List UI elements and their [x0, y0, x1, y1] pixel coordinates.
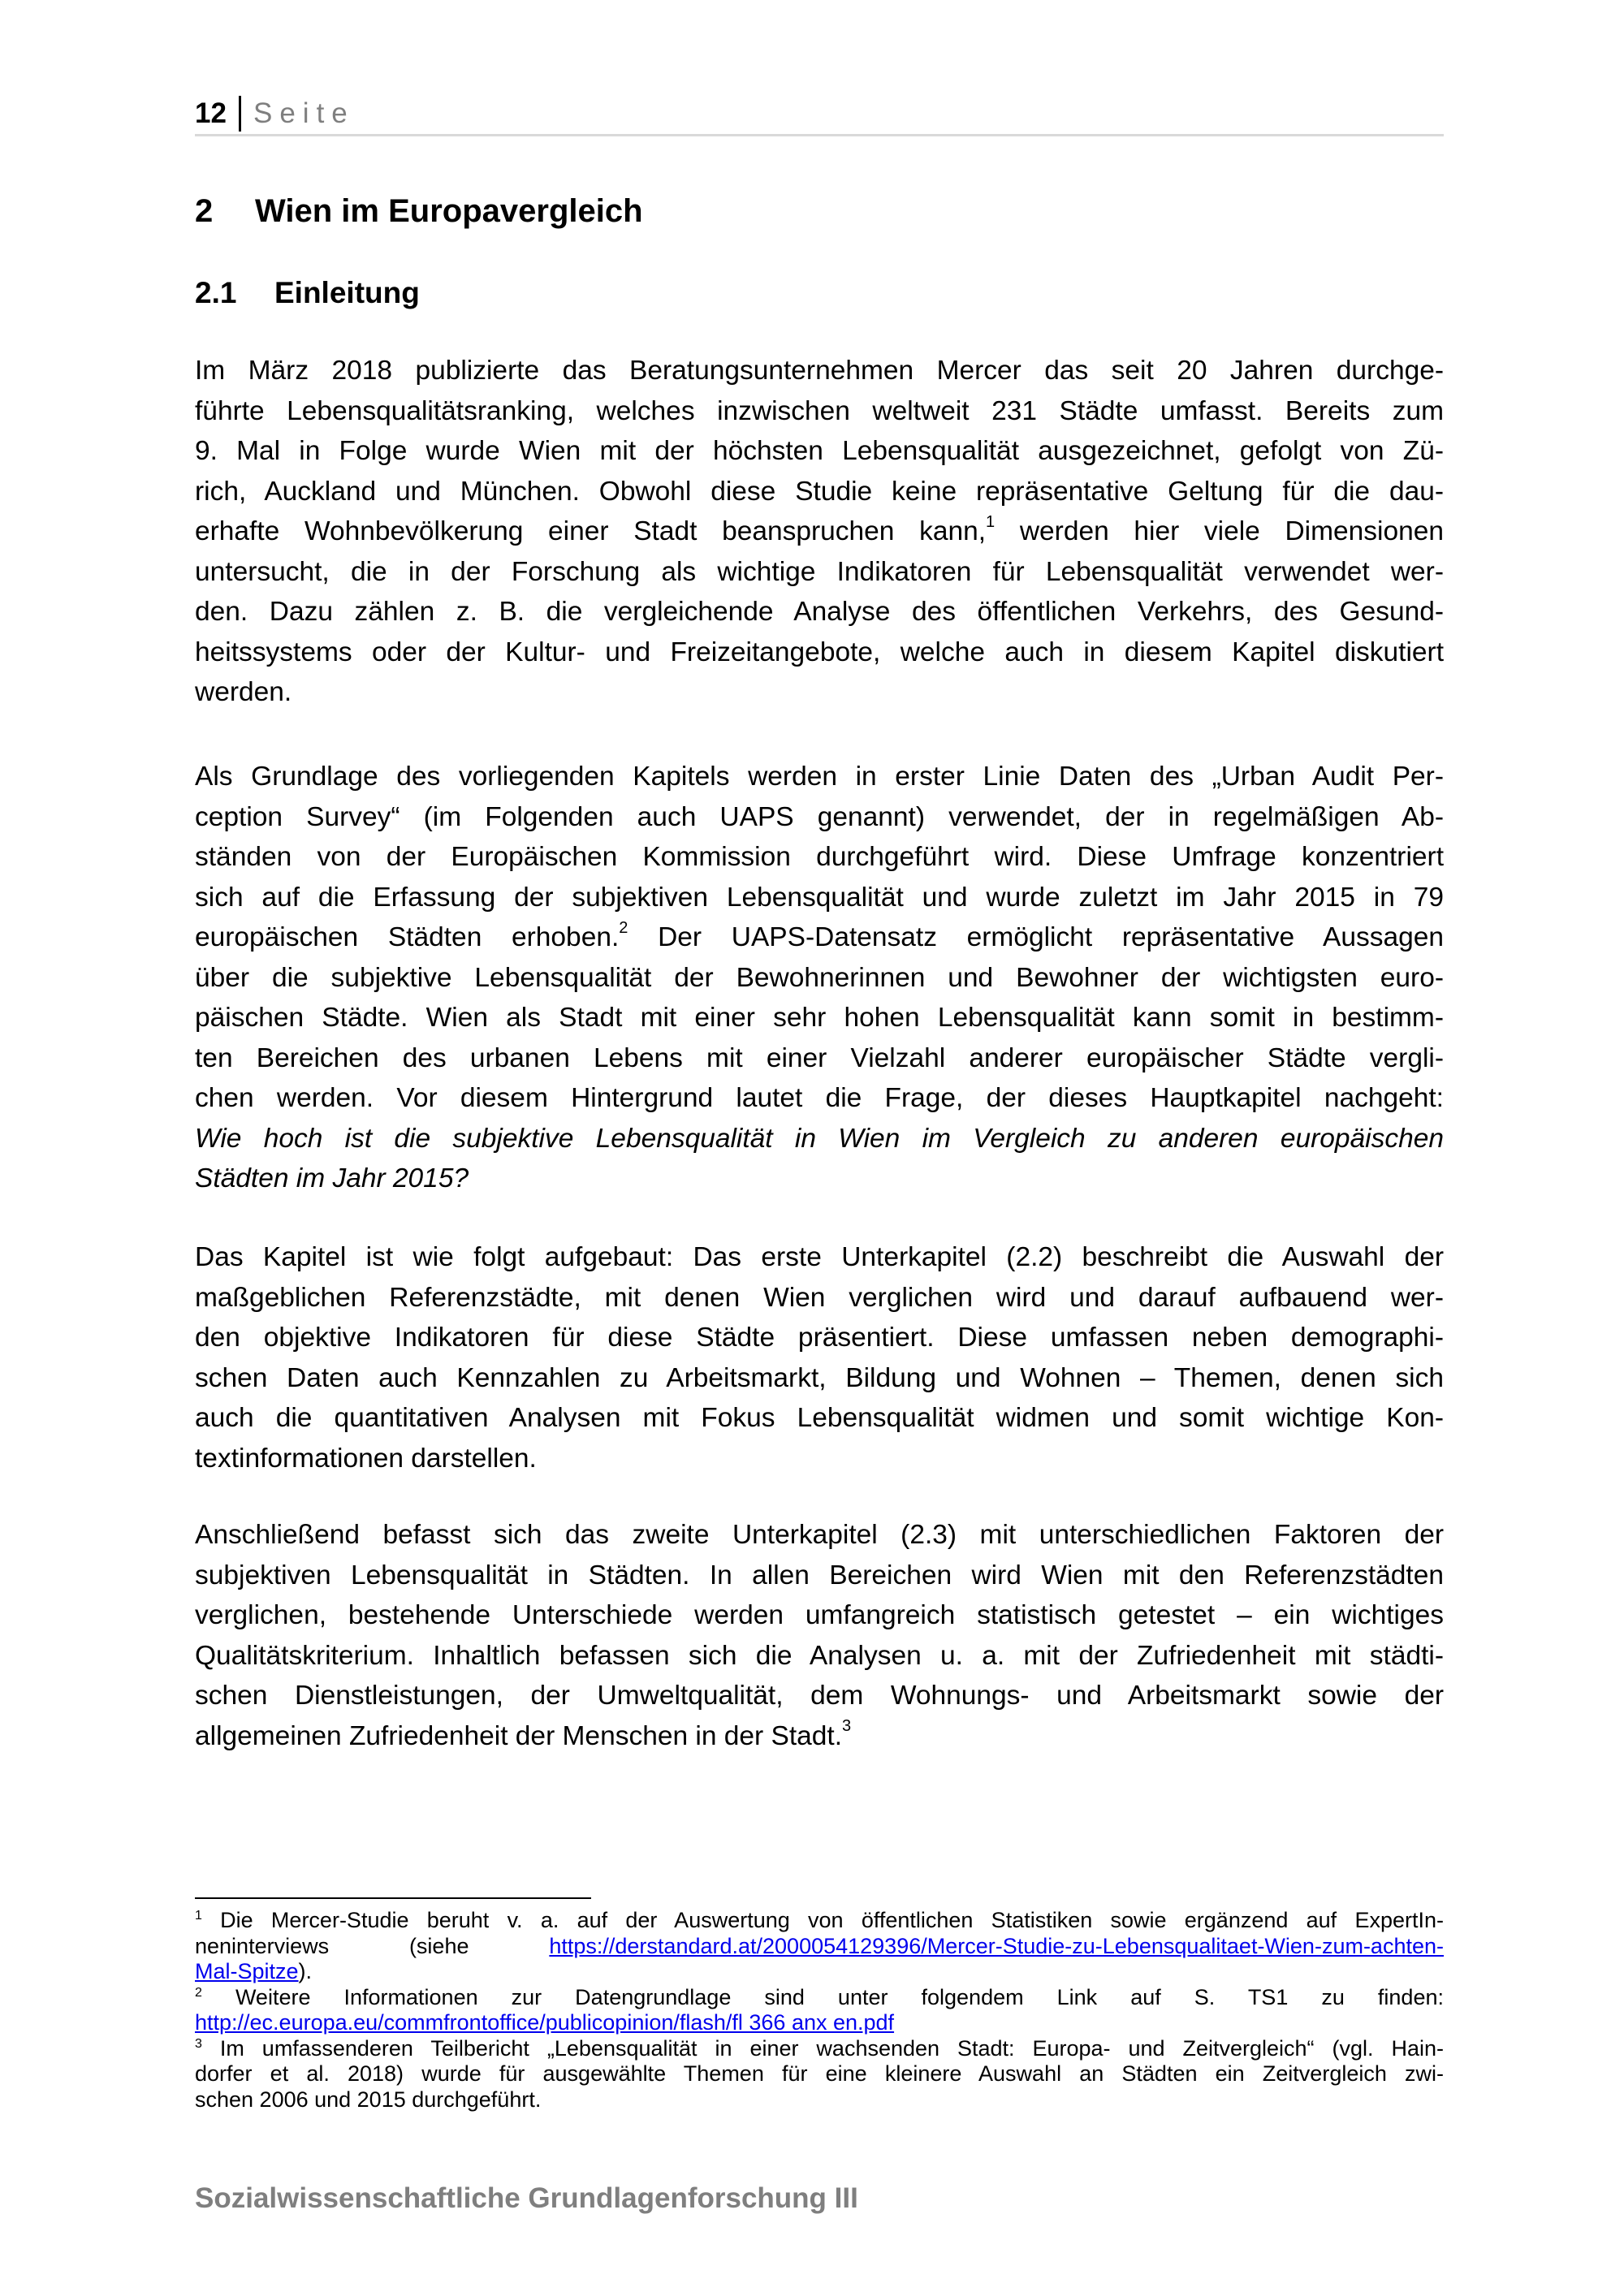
- page-number: 12: [195, 97, 227, 129]
- paragraph-2: [195, 757, 1444, 1199]
- footnote-ref-3[interactable]: 3: [842, 1717, 852, 1736]
- text-line: untersucht, die in der Forschung als wichtige Indikatoren für Lebensqualität verwendet wer-: [195, 556, 1444, 587]
- text-line: maßgeblichen Referenzstädte, mit denen Wien verglichen wird und darauf aufbauend wer-: [195, 1282, 1444, 1313]
- header-rule: [195, 134, 1444, 136]
- text-line: ten Bereichen des urbanen Lebens mit einer Vielzahl anderer europäischer Städte vergli-: [195, 1042, 1444, 1073]
- footnote-2-line: [195, 2010, 1444, 2036]
- text-line: schen Daten auch Kennzahlen zu Arbeitsmarkt, Bildung und Wohnen – Themen, denen sich: [195, 1362, 1444, 1393]
- footnote-2: $^2$ Weitere Informationen zur Datengrundlage sind unter folgendem Link auf S. TS1 zu finden:: [195, 1984, 1444, 2009]
- footnote-3-line: schen 2006 und 2015 durchgeführt.: [195, 2087, 542, 2112]
- text-line: werden.: [195, 677, 292, 707]
- text-line: Als Grundlage des vorliegenden Kapitels werden in erster Linie Daten des „Urban Audit Per-: [195, 762, 1444, 792]
- derstandard-link[interactable]: https://derstandard.at/2000054129396/Mercer-Studie-zu-Lebensqualitaet-Wien-zum-achten-: [549, 1933, 1444, 1958]
- research-question-line: Städten im Jahr 2015?: [195, 1163, 469, 1193]
- text-line: ständen von der Europäischen Kommission durchgeführt wird. Diese Umfrage konzentriert: [195, 842, 1444, 872]
- text-line: sich auf die Erfassung der subjektiven Lebensqualität und wurde zuletzt im Jahr 2015 in 79: [195, 882, 1444, 913]
- footnote-3: $^3$ Im umfassenderen Teilbericht „Lebensqualität in einer wachsenden Stadt: Europa- und Zeitvergleich“ (vgl. Hain-: [195, 2035, 1444, 2061]
- text-line: allgemeinen Zufriedenheit der Menschen in der Stadt.$^3$: [195, 1717, 852, 1751]
- text-line: den. Dazu zählen z. B. die vergleichende Analyse des öffentlichen Verkehrs, des Gesund-: [195, 597, 1444, 627]
- footnote-separator: [195, 1897, 591, 1899]
- section-heading: [195, 276, 420, 310]
- text-line: chen werden. Vor diesem Hintergrund lautet die Frage, der dieses Hauptkapitel nachgeht:: [195, 1083, 1444, 1113]
- text-line: den objektive Indikatoren für diese Städte präsentiert. Diese umfassen neben demographi-: [195, 1323, 1444, 1353]
- paragraph-3: [195, 1237, 1444, 1478]
- paragraph-4: [195, 1515, 1444, 1756]
- europa-link[interactable]: http://ec.europa.eu/commfrontoffice/publicopinion/flash/fl 366 anx en.pdf: [195, 2010, 895, 2035]
- text-line: 9. Mal in Folge wurde Wien mit der höchsten Lebensqualität ausgezeichnet, gefolgt von Zü-: [195, 436, 1444, 466]
- text-line: heitssystems oder der Kultur- und Freizeitangebote, welche auch in diesem Kapitel diskutiert: [195, 637, 1444, 667]
- text-line: europäischen Städten erhoben.$^2$ Der UAPS-Datensatz ermöglicht repräsentative Aussagen: [195, 918, 1444, 952]
- text-line: rich, Auckland und München. Obwohl diese Studie keine repräsentative Geltung für die dau-: [195, 476, 1444, 507]
- text-line: erhafte Wohnbevölkerung einer Stadt beanspruchen kann,$^1$ werden hier viele Dimensionen: [195, 512, 1444, 546]
- text-line: über die subjektive Lebensqualität der Bewohnerinnen und Bewohner der wichtigsten euro-: [195, 962, 1444, 993]
- text-line: schen Dienstleistungen, der Umweltqualität, dem Wohnungs- und Arbeitsmarkt sowie der: [195, 1681, 1444, 1711]
- text-line: Anschließend befasst sich das zweite Unterkapitel (2.3) mit unterschiedlichen Faktoren der: [195, 1520, 1444, 1550]
- text-line: Qualitätskriterium. Inhaltlich befassen sich die Analysen u. a. mit der Zufriedenheit mit städti-: [195, 1640, 1444, 1671]
- footnote-1-line: Mal-Spitze).: [195, 1959, 313, 1983]
- text-line: führte Lebensqualitätsranking, welches inzwischen weltweit 231 Städte umfasst. Bereits zum: [195, 395, 1444, 426]
- text-line: auch die quantitativen Analysen mit Fokus Lebensqualität widmen und somit wichtige Kon-: [195, 1403, 1444, 1433]
- text-line: Das Kapitel ist wie folgt aufgebaut: Das erste Unterkapitel (2.2) beschreibt die Auswahl der: [195, 1242, 1444, 1272]
- text-line: ception Survey“ (im Folgenden auch UAPS genannt) verwendet, der in regelmäßigen Ab-: [195, 801, 1444, 832]
- footnote-ref-1[interactable]: 1: [986, 512, 996, 531]
- research-question-line: Wie hoch ist die subjektive Lebensqualität in Wien im Vergleich zu anderen europäischen: [195, 1123, 1444, 1154]
- footnotes: [195, 1908, 1444, 2113]
- footnote-ref-2[interactable]: 2: [619, 918, 628, 937]
- text-line: päischen Städte. Wien als Stadt mit einer sehr hohen Lebensqualität kann somit in bestimm-: [195, 1003, 1444, 1033]
- footnote-1-line: neninterviews (siehe https://derstandard.at/2000054129396/Mercer-Studie-zu-Lebensqualitaet-Wien-zum-achten-: [195, 1933, 1444, 1958]
- page-label: Seite: [253, 97, 355, 129]
- chapter-heading: [195, 193, 643, 230]
- section-number: 2.1: [195, 276, 237, 309]
- text-line: subjektiven Lebensqualität in Städten. In allen Bereichen wird Wien mit den Referenzstädten: [195, 1560, 1444, 1590]
- footnote-3-line: dorfer et al. 2018) wurde für ausgewählte Themen für eine kleinere Auswahl an Städten ein Zeitvergleich zwi-: [195, 2061, 1444, 2086]
- section-title: Einleitung: [274, 276, 420, 309]
- derstandard-link-cont[interactable]: Mal-Spitze: [195, 1959, 299, 1983]
- text-line: Im März 2018 publizierte das Beratungsunternehmen Mercer das seit 20 Jahren durchge-: [195, 356, 1444, 386]
- page-header: [195, 91, 1444, 135]
- footnote-1: $^1$ Die Mercer-Studie beruht v. a. auf der Auswertung von öffentlichen Statistiken sowie ergänzend auf ExpertIn-: [195, 1908, 1444, 1932]
- chapter-number: 2: [195, 193, 214, 229]
- text-line: verglichen, bestehende Unterschiede werden umfangreich statistisch getestet – ein wichtiges: [195, 1600, 1444, 1630]
- chapter-title: Wien im Europavergleich: [255, 193, 643, 229]
- page-header-separator: [239, 96, 241, 132]
- text-line: textinformationen darstellen.: [195, 1443, 537, 1474]
- page-footer: Sozialwissenschaftliche Grundlagenforschung III: [195, 2182, 858, 2214]
- paragraph-1: [195, 351, 1444, 713]
